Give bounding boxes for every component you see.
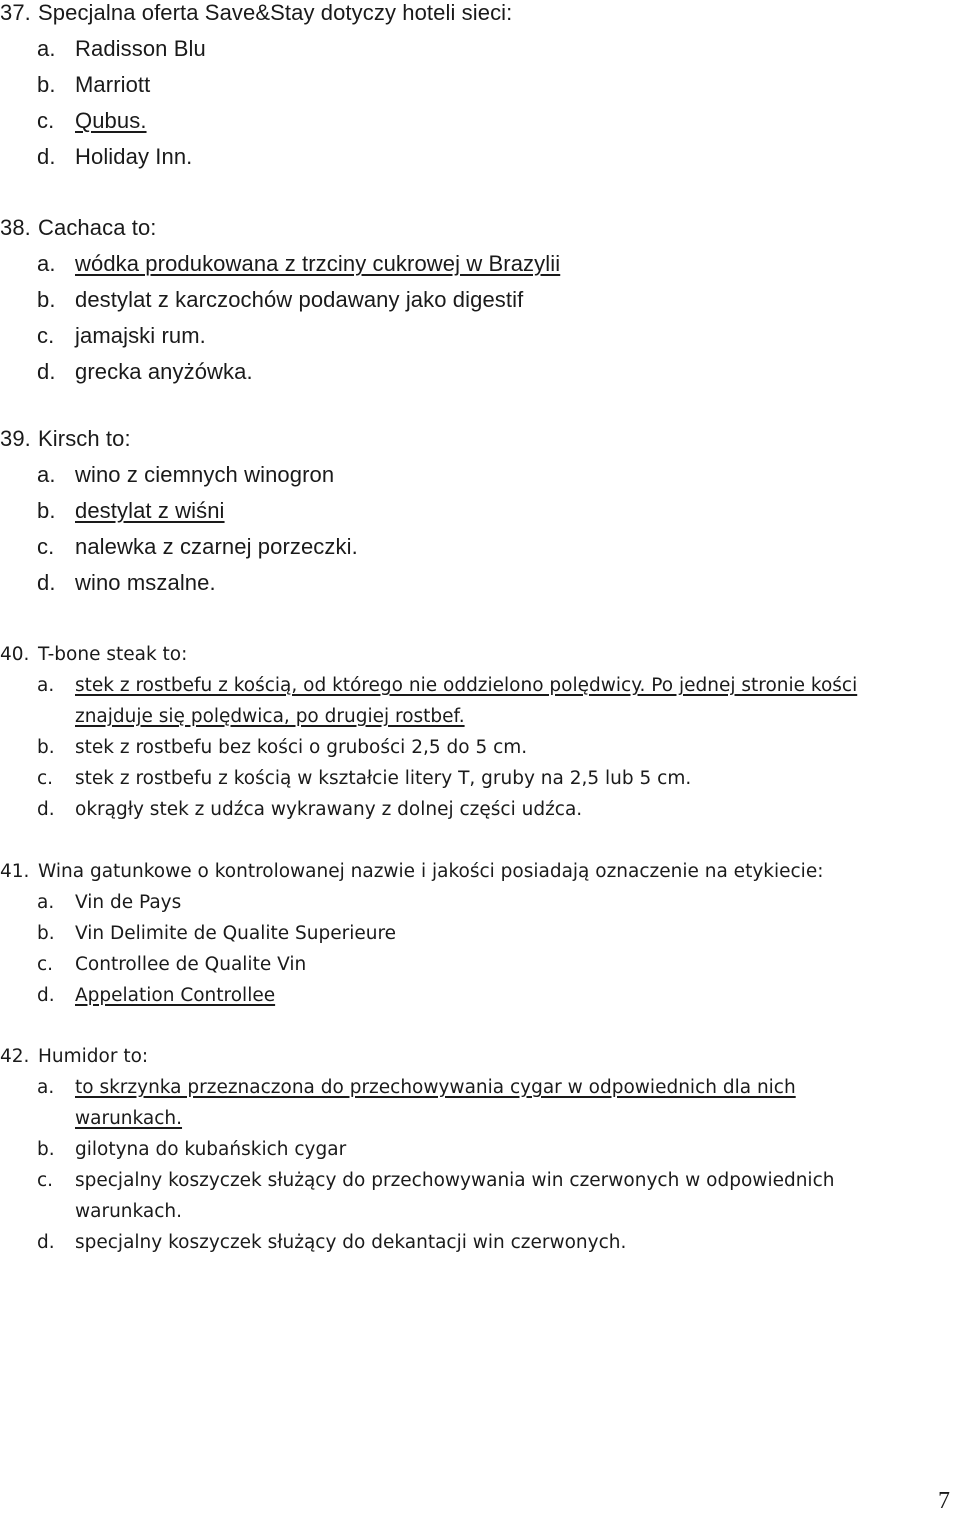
option-text: Vin de Pays xyxy=(75,892,182,913)
option-text: specjalny koszyczek służący do dekantacji win czerwonych. xyxy=(75,1232,627,1253)
question-header xyxy=(0,0,960,31)
answer-option-b xyxy=(0,732,960,763)
option-letter: a. xyxy=(37,892,55,913)
question-number: 40. xyxy=(0,644,30,665)
option-text: Appelation Controllee xyxy=(75,985,276,1006)
option-text: stek z rostbefu z kością w kształcie litery T, gruby na 2,5 lub 5 cm. xyxy=(75,768,692,789)
option-text-line-1: to skrzynka przeznaczona do przechowywania cygar w odpowiednich dla nich xyxy=(75,1077,796,1098)
option-letter: d. xyxy=(37,359,56,384)
question-text: Wina gatunkowe o kontrolowanej nazwie i jakości posiadają oznaczenie na etykiecie: xyxy=(38,861,824,882)
answer-option-a xyxy=(0,457,960,493)
answer-option-b xyxy=(0,282,960,318)
option-text-line-1: stek z rostbefu z kością, od którego nie oddzielono polędwicy. Po jednej stronie kości xyxy=(75,675,858,696)
answer-option-a xyxy=(0,246,960,282)
option-letter: b. xyxy=(37,498,56,523)
option-letter: b. xyxy=(37,923,55,944)
option-letter: d. xyxy=(37,144,56,169)
option-text-line-2: warunkach. xyxy=(75,1108,183,1129)
option-letter: a. xyxy=(37,675,55,696)
answer-option-d xyxy=(0,139,960,175)
option-text: Radisson Blu xyxy=(75,36,206,61)
answer-option-c xyxy=(0,763,960,794)
answer-option-a xyxy=(0,31,960,67)
answer-option-a-continuation xyxy=(0,701,960,732)
option-letter: b. xyxy=(37,737,55,758)
option-letter: c. xyxy=(37,323,55,348)
option-letter: d. xyxy=(37,985,55,1006)
option-letter: c. xyxy=(37,108,55,133)
option-letter: a. xyxy=(37,462,56,487)
question-header xyxy=(0,639,960,670)
question-header xyxy=(0,421,960,457)
option-letter: d. xyxy=(37,799,55,820)
option-letter: a. xyxy=(37,251,56,276)
question-text: T-bone steak to: xyxy=(38,644,188,665)
question-38 xyxy=(0,210,960,390)
answer-option-b xyxy=(0,67,960,103)
answer-option-a xyxy=(0,1072,960,1103)
answer-option-c xyxy=(0,1165,960,1196)
option-letter: c. xyxy=(37,768,54,789)
option-text: grecka anyżówka. xyxy=(75,359,253,384)
answer-option-d xyxy=(0,354,960,390)
option-letter: b. xyxy=(37,287,56,312)
answer-option-d xyxy=(0,1227,960,1258)
option-letter: c. xyxy=(37,954,54,975)
option-text: Holiday Inn. xyxy=(75,144,193,169)
option-letter: b. xyxy=(37,1139,55,1160)
option-text: Vin Delimite de Qualite Superieure xyxy=(75,923,397,944)
question-number: 39. xyxy=(0,426,31,451)
option-letter: a. xyxy=(37,36,56,61)
option-text: Qubus. xyxy=(75,108,147,133)
question-41 xyxy=(0,856,960,1011)
option-text-line-1: specjalny koszyczek służący do przechowywania win czerwonych w odpowiednich xyxy=(75,1170,835,1191)
question-header xyxy=(0,1041,960,1072)
answer-option-b xyxy=(0,493,960,529)
answer-option-d xyxy=(0,980,960,1011)
option-text: nalewka z czarnej porzeczki. xyxy=(75,534,358,559)
answer-option-c-continuation xyxy=(0,1196,960,1227)
question-text: Specjalna oferta Save&Stay dotyczy hoteli sieci: xyxy=(38,0,513,25)
question-header xyxy=(0,210,960,246)
option-letter: d. xyxy=(37,1232,55,1253)
option-text: wino z ciemnych winogron xyxy=(75,462,335,487)
question-number: 37. xyxy=(0,0,31,25)
option-text: destylat z karczochów podawany jako digestif xyxy=(75,287,524,312)
question-text: Humidor to: xyxy=(38,1046,149,1067)
question-header xyxy=(0,856,960,887)
answer-option-d xyxy=(0,794,960,825)
answer-option-b xyxy=(0,1134,960,1165)
answer-option-c xyxy=(0,318,960,354)
answer-option-b xyxy=(0,918,960,949)
question-37 xyxy=(0,0,960,175)
option-text-line-2: znajduje się polędwica, po drugiej rostbef. xyxy=(75,706,465,727)
option-text: jamajski rum. xyxy=(75,323,206,348)
question-number: 38. xyxy=(0,215,31,240)
option-letter: c. xyxy=(37,534,55,559)
question-text: Cachaca to: xyxy=(38,215,157,240)
option-text: Controllee de Qualite Vin xyxy=(75,954,307,975)
page-number: 7 xyxy=(938,1488,950,1514)
option-letter: d. xyxy=(37,570,56,595)
option-text: stek z rostbefu bez kości o grubości 2,5 do 5 cm. xyxy=(75,737,528,758)
option-text: Marriott xyxy=(75,72,151,97)
question-text: Kirsch to: xyxy=(38,426,131,451)
answer-option-c xyxy=(0,103,960,139)
answer-option-a xyxy=(0,670,960,701)
answer-option-c xyxy=(0,949,960,980)
option-text: gilotyna do kubańskich cygar xyxy=(75,1139,347,1160)
option-text: wino mszalne. xyxy=(75,570,216,595)
option-letter: a. xyxy=(37,1077,55,1098)
question-42 xyxy=(0,1041,960,1258)
question-number: 42. xyxy=(0,1046,30,1067)
option-letter: b. xyxy=(37,72,56,97)
question-number: 41. xyxy=(0,861,30,882)
answer-option-a xyxy=(0,887,960,918)
answer-option-c xyxy=(0,529,960,565)
option-text: destylat z wiśni xyxy=(75,498,225,523)
option-letter: c. xyxy=(37,1170,54,1191)
answer-option-d xyxy=(0,565,960,601)
question-39 xyxy=(0,421,960,601)
question-40 xyxy=(0,639,960,825)
option-text-line-2: warunkach. xyxy=(75,1201,183,1222)
option-text: okrągły stek z udźca wykrawany z dolnej części udźca. xyxy=(75,799,583,820)
option-text: wódka produkowana z trzciny cukrowej w Brazylii xyxy=(75,251,561,276)
answer-option-a-continuation xyxy=(0,1103,960,1134)
